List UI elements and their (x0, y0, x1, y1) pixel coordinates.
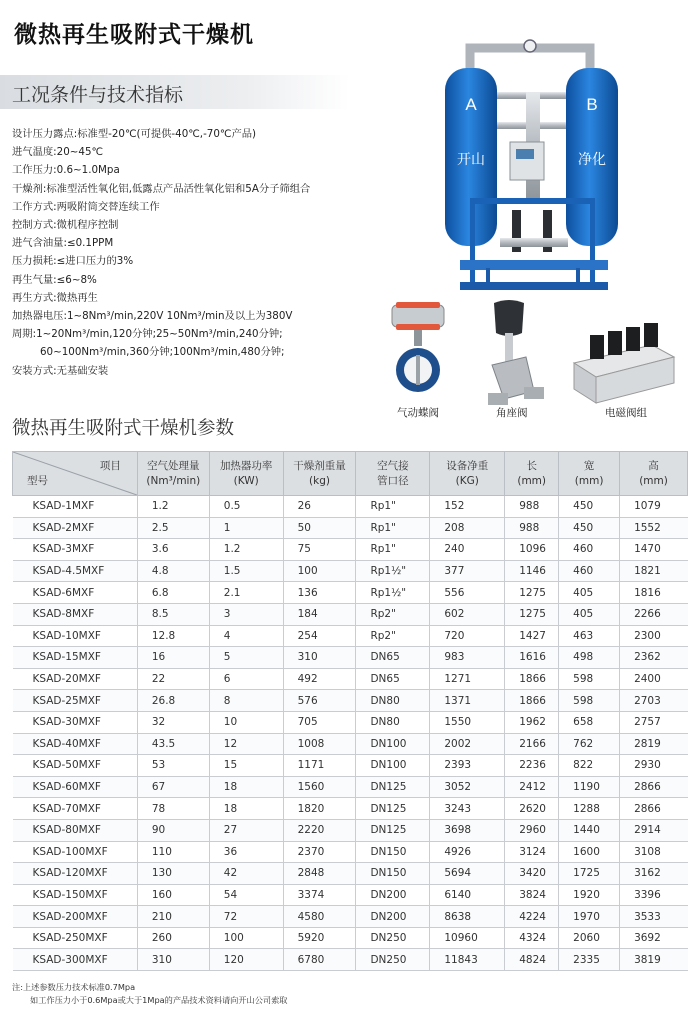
table-cell: KSAD-4.5MXF (13, 560, 138, 582)
table-cell: 1271 (430, 668, 505, 690)
table-cell: 1600 (559, 841, 620, 863)
table-cell: 27 (209, 819, 283, 841)
table-row (13, 841, 688, 863)
table-cell: 2236 (505, 755, 559, 777)
table-cell: 8 (209, 690, 283, 712)
control-box (510, 142, 544, 180)
header-width: 宽 (mm) (559, 452, 620, 496)
table-cell: 2412 (505, 776, 559, 798)
table-cell: KSAD-1MXF (13, 496, 138, 518)
table-cell: 50 (283, 517, 356, 539)
table-cell: 54 (209, 884, 283, 906)
table-cell: KSAD-15MXF (13, 647, 138, 669)
table-cell: KSAD-120MXF (13, 863, 138, 885)
table-cell: 720 (430, 625, 505, 647)
table-cell: 210 (137, 906, 209, 928)
table-cell: 4824 (505, 949, 559, 971)
table-cell: 3108 (620, 841, 688, 863)
table-cell: DN100 (356, 733, 430, 755)
table-cell: 2819 (620, 733, 688, 755)
table-cell: 1371 (430, 690, 505, 712)
table-cell: 3819 (620, 949, 688, 971)
tank-b-letter: B (586, 95, 598, 114)
table-cell: 498 (559, 647, 620, 669)
table-cell: 1096 (505, 539, 559, 561)
table-cell: KSAD-40MXF (13, 733, 138, 755)
table-cell: 2300 (620, 625, 688, 647)
table-cell: KSAD-50MXF (13, 755, 138, 777)
table-cell: 240 (430, 539, 505, 561)
table-cell: 4580 (283, 906, 356, 928)
table-row (13, 582, 688, 604)
table-cell: KSAD-100MXF (13, 841, 138, 863)
table-cell: 762 (559, 733, 620, 755)
footnotes (12, 981, 287, 1007)
valve-label-butterfly: 气动蝶阀 (397, 407, 439, 419)
table-cell: 4.8 (137, 560, 209, 582)
table-cell: Rp2" (356, 603, 430, 625)
table-cell: DN65 (356, 668, 430, 690)
table-cell: 67 (137, 776, 209, 798)
table-row (13, 863, 688, 885)
table-cell: 1816 (620, 582, 688, 604)
table-cell: 136 (283, 582, 356, 604)
table-cell: 12.8 (137, 625, 209, 647)
table-cell: 3052 (430, 776, 505, 798)
table-cell: 1560 (283, 776, 356, 798)
table-cell: 1079 (620, 496, 688, 518)
table-row (13, 560, 688, 582)
valve-label-solenoid: 电磁阀组 (605, 407, 647, 419)
table-cell: KSAD-10MXF (13, 625, 138, 647)
table-cell: 1008 (283, 733, 356, 755)
table-cell: 53 (137, 755, 209, 777)
table-cell: 3698 (430, 819, 505, 841)
table-row (13, 711, 688, 733)
table-cell: DN80 (356, 711, 430, 733)
table-cell: 152 (430, 496, 505, 518)
table-cell: 2757 (620, 711, 688, 733)
table-cell: 5920 (283, 927, 356, 949)
table-cell: 72 (209, 906, 283, 928)
spec-oil-content: 进气含油量:≤0.1PPM (12, 237, 114, 250)
table-row (13, 647, 688, 669)
table-row (13, 625, 688, 647)
table-cell: 310 (283, 647, 356, 669)
table-cell: 1.2 (209, 539, 283, 561)
spec-dew-point: 设计压力露点:标准型-20℃(可提供-40℃,-70℃产品) (12, 128, 257, 140)
spec-heater-voltage: 加热器电压:1~8Nm³/min,220V 10Nm³/min及以上为380V (12, 310, 293, 323)
table-row (13, 690, 688, 712)
table-cell: 3 (209, 603, 283, 625)
table-cell: 90 (137, 819, 209, 841)
table-cell: 1288 (559, 798, 620, 820)
table-cell: 2960 (505, 819, 559, 841)
angle-seat-valve-icon (488, 300, 544, 405)
table-cell: 130 (137, 863, 209, 885)
table-cell: 1920 (559, 884, 620, 906)
table-cell: 8.5 (137, 603, 209, 625)
table-cell: DN200 (356, 906, 430, 928)
header-pipe-size: 空气接 管口径 (356, 452, 430, 496)
spec-control-mode: 控制方式:微机程序控制 (12, 219, 119, 232)
table-cell: Rp1" (356, 517, 430, 539)
section-header-conditions (0, 75, 350, 109)
table-cell: KSAD-8MXF (13, 603, 138, 625)
table-cell: KSAD-250MXF (13, 927, 138, 949)
table-cell: 492 (283, 668, 356, 690)
table-cell: 254 (283, 625, 356, 647)
table-cell: KSAD-300MXF (13, 949, 138, 971)
table-cell: 1866 (505, 668, 559, 690)
table-cell: 576 (283, 690, 356, 712)
spec-list (12, 125, 392, 380)
table-cell: 160 (137, 884, 209, 906)
table-cell: 602 (430, 603, 505, 625)
table-cell: DN250 (356, 949, 430, 971)
table-cell: 2703 (620, 690, 688, 712)
table-cell: 2362 (620, 647, 688, 669)
table-cell: KSAD-20MXF (13, 668, 138, 690)
table-cell: 6780 (283, 949, 356, 971)
spec-cycle: 周期:1~20Nm³/min,120分钟;25~50Nm³/min,240分钟; (12, 328, 283, 341)
valve-label-angle-seat: 角座阀 (496, 407, 528, 419)
table-cell: 1866 (505, 690, 559, 712)
table-cell: 988 (505, 496, 559, 518)
table-cell: 377 (430, 560, 505, 582)
table-cell: 100 (209, 927, 283, 949)
table-row (13, 539, 688, 561)
table-cell: 2060 (559, 927, 620, 949)
table-cell: 1550 (430, 711, 505, 733)
table-cell: 2866 (620, 798, 688, 820)
table-row (13, 517, 688, 539)
table-cell: 2370 (283, 841, 356, 863)
header-model (13, 452, 138, 496)
table-cell: 3.6 (137, 539, 209, 561)
table-cell: 2393 (430, 755, 505, 777)
table-cell: 3162 (620, 863, 688, 885)
table-cell: 1 (209, 517, 283, 539)
table-cell: Rp2" (356, 625, 430, 647)
tank-b-text: 净化 (578, 152, 606, 168)
table-cell: KSAD-25MXF (13, 690, 138, 712)
table-cell: 2866 (620, 776, 688, 798)
table-cell: 460 (559, 560, 620, 582)
spec-work-pressure: 工作压力:0.6~1.0Mpa (12, 164, 120, 177)
table-row (13, 906, 688, 928)
table-cell: 556 (430, 582, 505, 604)
table-cell: 8638 (430, 906, 505, 928)
table-cell: 988 (505, 517, 559, 539)
table-cell: 1146 (505, 560, 559, 582)
table-cell: 75 (283, 539, 356, 561)
table-cell: 310 (137, 949, 209, 971)
solenoid-valve-bank-icon (574, 323, 674, 403)
table-cell: 1.2 (137, 496, 209, 518)
table-cell: 1440 (559, 819, 620, 841)
table-cell: 3420 (505, 863, 559, 885)
table-cell: 12 (209, 733, 283, 755)
table-cell: 1552 (620, 517, 688, 539)
note-1: 注:上述参数压力技术标准0.7Mpa (12, 982, 136, 992)
table-row (13, 496, 688, 518)
table-cell: KSAD-80MXF (13, 819, 138, 841)
table-cell: 1962 (505, 711, 559, 733)
spec-desiccant: 干燥剂:标准型活性氧化铝,低露点产品活性氧化铝和5A分子筛组合 (12, 182, 311, 195)
header-net-weight: 设备净重 (KG) (430, 452, 505, 496)
header-model-label: 型号 (27, 475, 48, 487)
table-cell: 22 (137, 668, 209, 690)
table-cell: 4 (209, 625, 283, 647)
table-cell: 78 (137, 798, 209, 820)
table-cell: 18 (209, 776, 283, 798)
table-cell: 120 (209, 949, 283, 971)
table-cell: Rp1" (356, 496, 430, 518)
table-cell: 1.5 (209, 560, 283, 582)
table-row (13, 798, 688, 820)
table-cell: DN125 (356, 776, 430, 798)
table-cell: 3374 (283, 884, 356, 906)
table-row (13, 949, 688, 971)
table-cell: 2930 (620, 755, 688, 777)
table-cell: DN125 (356, 819, 430, 841)
table-cell: 405 (559, 582, 620, 604)
tank-a-letter: A (465, 95, 477, 114)
table-cell: 10 (209, 711, 283, 733)
table-cell: KSAD-60MXF (13, 776, 138, 798)
spec-cycle-cont: 60~100Nm³/min,360分钟;100Nm³/min,480分钟; (40, 346, 285, 359)
table-row (13, 603, 688, 625)
table-cell: 2848 (283, 863, 356, 885)
table-cell: 6140 (430, 884, 505, 906)
table-cell: 2002 (430, 733, 505, 755)
header-heater-power: 加热器功率 (KW) (209, 452, 283, 496)
table-cell: DN125 (356, 798, 430, 820)
table-cell: 2400 (620, 668, 688, 690)
table-cell: 6 (209, 668, 283, 690)
table-cell: 5694 (430, 863, 505, 885)
table-cell: KSAD-6MXF (13, 582, 138, 604)
table-cell: 1190 (559, 776, 620, 798)
header-desiccant-weight: 干燥剂重量 (kg) (283, 452, 356, 496)
table-cell: 3243 (430, 798, 505, 820)
spec-regen-air: 再生气量:≤6~8% (12, 273, 97, 286)
table-cell: 4224 (505, 906, 559, 928)
table-header-row (13, 452, 688, 496)
table-cell: 208 (430, 517, 505, 539)
table-cell: KSAD-2MXF (13, 517, 138, 539)
table-cell: 2620 (505, 798, 559, 820)
butterfly-valve-icon (392, 302, 444, 392)
table-cell: DN250 (356, 927, 430, 949)
table-row (13, 755, 688, 777)
table-cell: 3692 (620, 927, 688, 949)
table-cell: Rp1" (356, 539, 430, 561)
table-cell: 705 (283, 711, 356, 733)
spec-pressure-loss: 压力损耗:≤进口压力的3% (12, 255, 134, 268)
table-cell: 405 (559, 603, 620, 625)
table-row (13, 819, 688, 841)
table-cell: DN150 (356, 863, 430, 885)
table-cell: 2220 (283, 819, 356, 841)
table-row (13, 927, 688, 949)
page-title: 微热再生吸附式干燥机 (14, 22, 254, 48)
section-title-parameters: 微热再生吸附式干燥机参数 (12, 418, 235, 439)
table-cell: 16 (137, 647, 209, 669)
header-air-capacity: 空气处理量 (Nm³/min) (137, 452, 209, 496)
table-cell: 463 (559, 625, 620, 647)
table-cell: 1820 (283, 798, 356, 820)
table-cell: 450 (559, 517, 620, 539)
table-cell: 2166 (505, 733, 559, 755)
table-cell: 1616 (505, 647, 559, 669)
table-cell: Rp1½" (356, 582, 430, 604)
table-cell: 4926 (430, 841, 505, 863)
table-cell: 15 (209, 755, 283, 777)
table-cell: 1821 (620, 560, 688, 582)
table-cell: DN100 (356, 755, 430, 777)
table-cell: 2266 (620, 603, 688, 625)
table-cell: 26 (283, 496, 356, 518)
table-cell: 3533 (620, 906, 688, 928)
table-cell: KSAD-30MXF (13, 711, 138, 733)
table-cell: 1171 (283, 755, 356, 777)
table-cell: 1470 (620, 539, 688, 561)
table-cell: DN80 (356, 690, 430, 712)
table-cell: 3396 (620, 884, 688, 906)
table-cell: Rp1½" (356, 560, 430, 582)
table-cell: 4324 (505, 927, 559, 949)
section-title-conditions: 工况条件与技术指标 (12, 84, 184, 106)
table-cell: 1275 (505, 582, 559, 604)
table-cell: 1427 (505, 625, 559, 647)
table-cell: 3124 (505, 841, 559, 863)
table-cell: DN150 (356, 841, 430, 863)
header-height: 高 (mm) (620, 452, 688, 496)
tank-a-text: 开山 (457, 152, 485, 168)
table-cell: 11843 (430, 949, 505, 971)
gauge-icon (524, 40, 536, 52)
table-cell: 260 (137, 927, 209, 949)
table-cell: 598 (559, 690, 620, 712)
table-cell: 32 (137, 711, 209, 733)
table-cell: 983 (430, 647, 505, 669)
table-row (13, 884, 688, 906)
parameter-table (12, 451, 688, 971)
table-cell: 18 (209, 798, 283, 820)
table-cell: 100 (283, 560, 356, 582)
table-row (13, 776, 688, 798)
table-cell: KSAD-70MXF (13, 798, 138, 820)
table-cell: KSAD-200MXF (13, 906, 138, 928)
table-cell: 2.1 (209, 582, 283, 604)
table-cell: 42 (209, 863, 283, 885)
table-cell: 460 (559, 539, 620, 561)
spec-install: 安装方式:无基础安装 (12, 364, 109, 377)
note-2: 如工作压力小于0.6Mpa或大于1Mpa的产品技术资料请向开山公司索取 (30, 995, 288, 1005)
table-cell: 36 (209, 841, 283, 863)
dryer-illustration (430, 30, 630, 295)
spec-regen-mode: 再生方式:微热再生 (12, 291, 98, 304)
table-cell: 1275 (505, 603, 559, 625)
header-length: 长 (mm) (505, 452, 559, 496)
table-cell: 10960 (430, 927, 505, 949)
table-cell: 822 (559, 755, 620, 777)
table-cell: 184 (283, 603, 356, 625)
table-cell: 1725 (559, 863, 620, 885)
table-cell: 110 (137, 841, 209, 863)
table-row (13, 733, 688, 755)
table-cell: 3824 (505, 884, 559, 906)
table-cell: KSAD-150MXF (13, 884, 138, 906)
table-cell: 2914 (620, 819, 688, 841)
table-cell: 2.5 (137, 517, 209, 539)
table-cell: 5 (209, 647, 283, 669)
table-cell: KSAD-3MXF (13, 539, 138, 561)
table-row (13, 668, 688, 690)
table-cell: 450 (559, 496, 620, 518)
table-cell: 1970 (559, 906, 620, 928)
table-cell: 2335 (559, 949, 620, 971)
table-cell: DN65 (356, 647, 430, 669)
table-cell: 658 (559, 711, 620, 733)
table-cell: 43.5 (137, 733, 209, 755)
table-cell: DN200 (356, 884, 430, 906)
spec-work-mode: 工作方式:两吸附筒交替连续工作 (12, 200, 160, 213)
table-cell: 26.8 (137, 690, 209, 712)
spec-inlet-temp: 进气温度:20~45℃ (12, 146, 104, 159)
header-item-label: 项目 (99, 460, 121, 472)
table-cell: 0.5 (209, 496, 283, 518)
table-cell: 6.8 (137, 582, 209, 604)
table-cell: 598 (559, 668, 620, 690)
